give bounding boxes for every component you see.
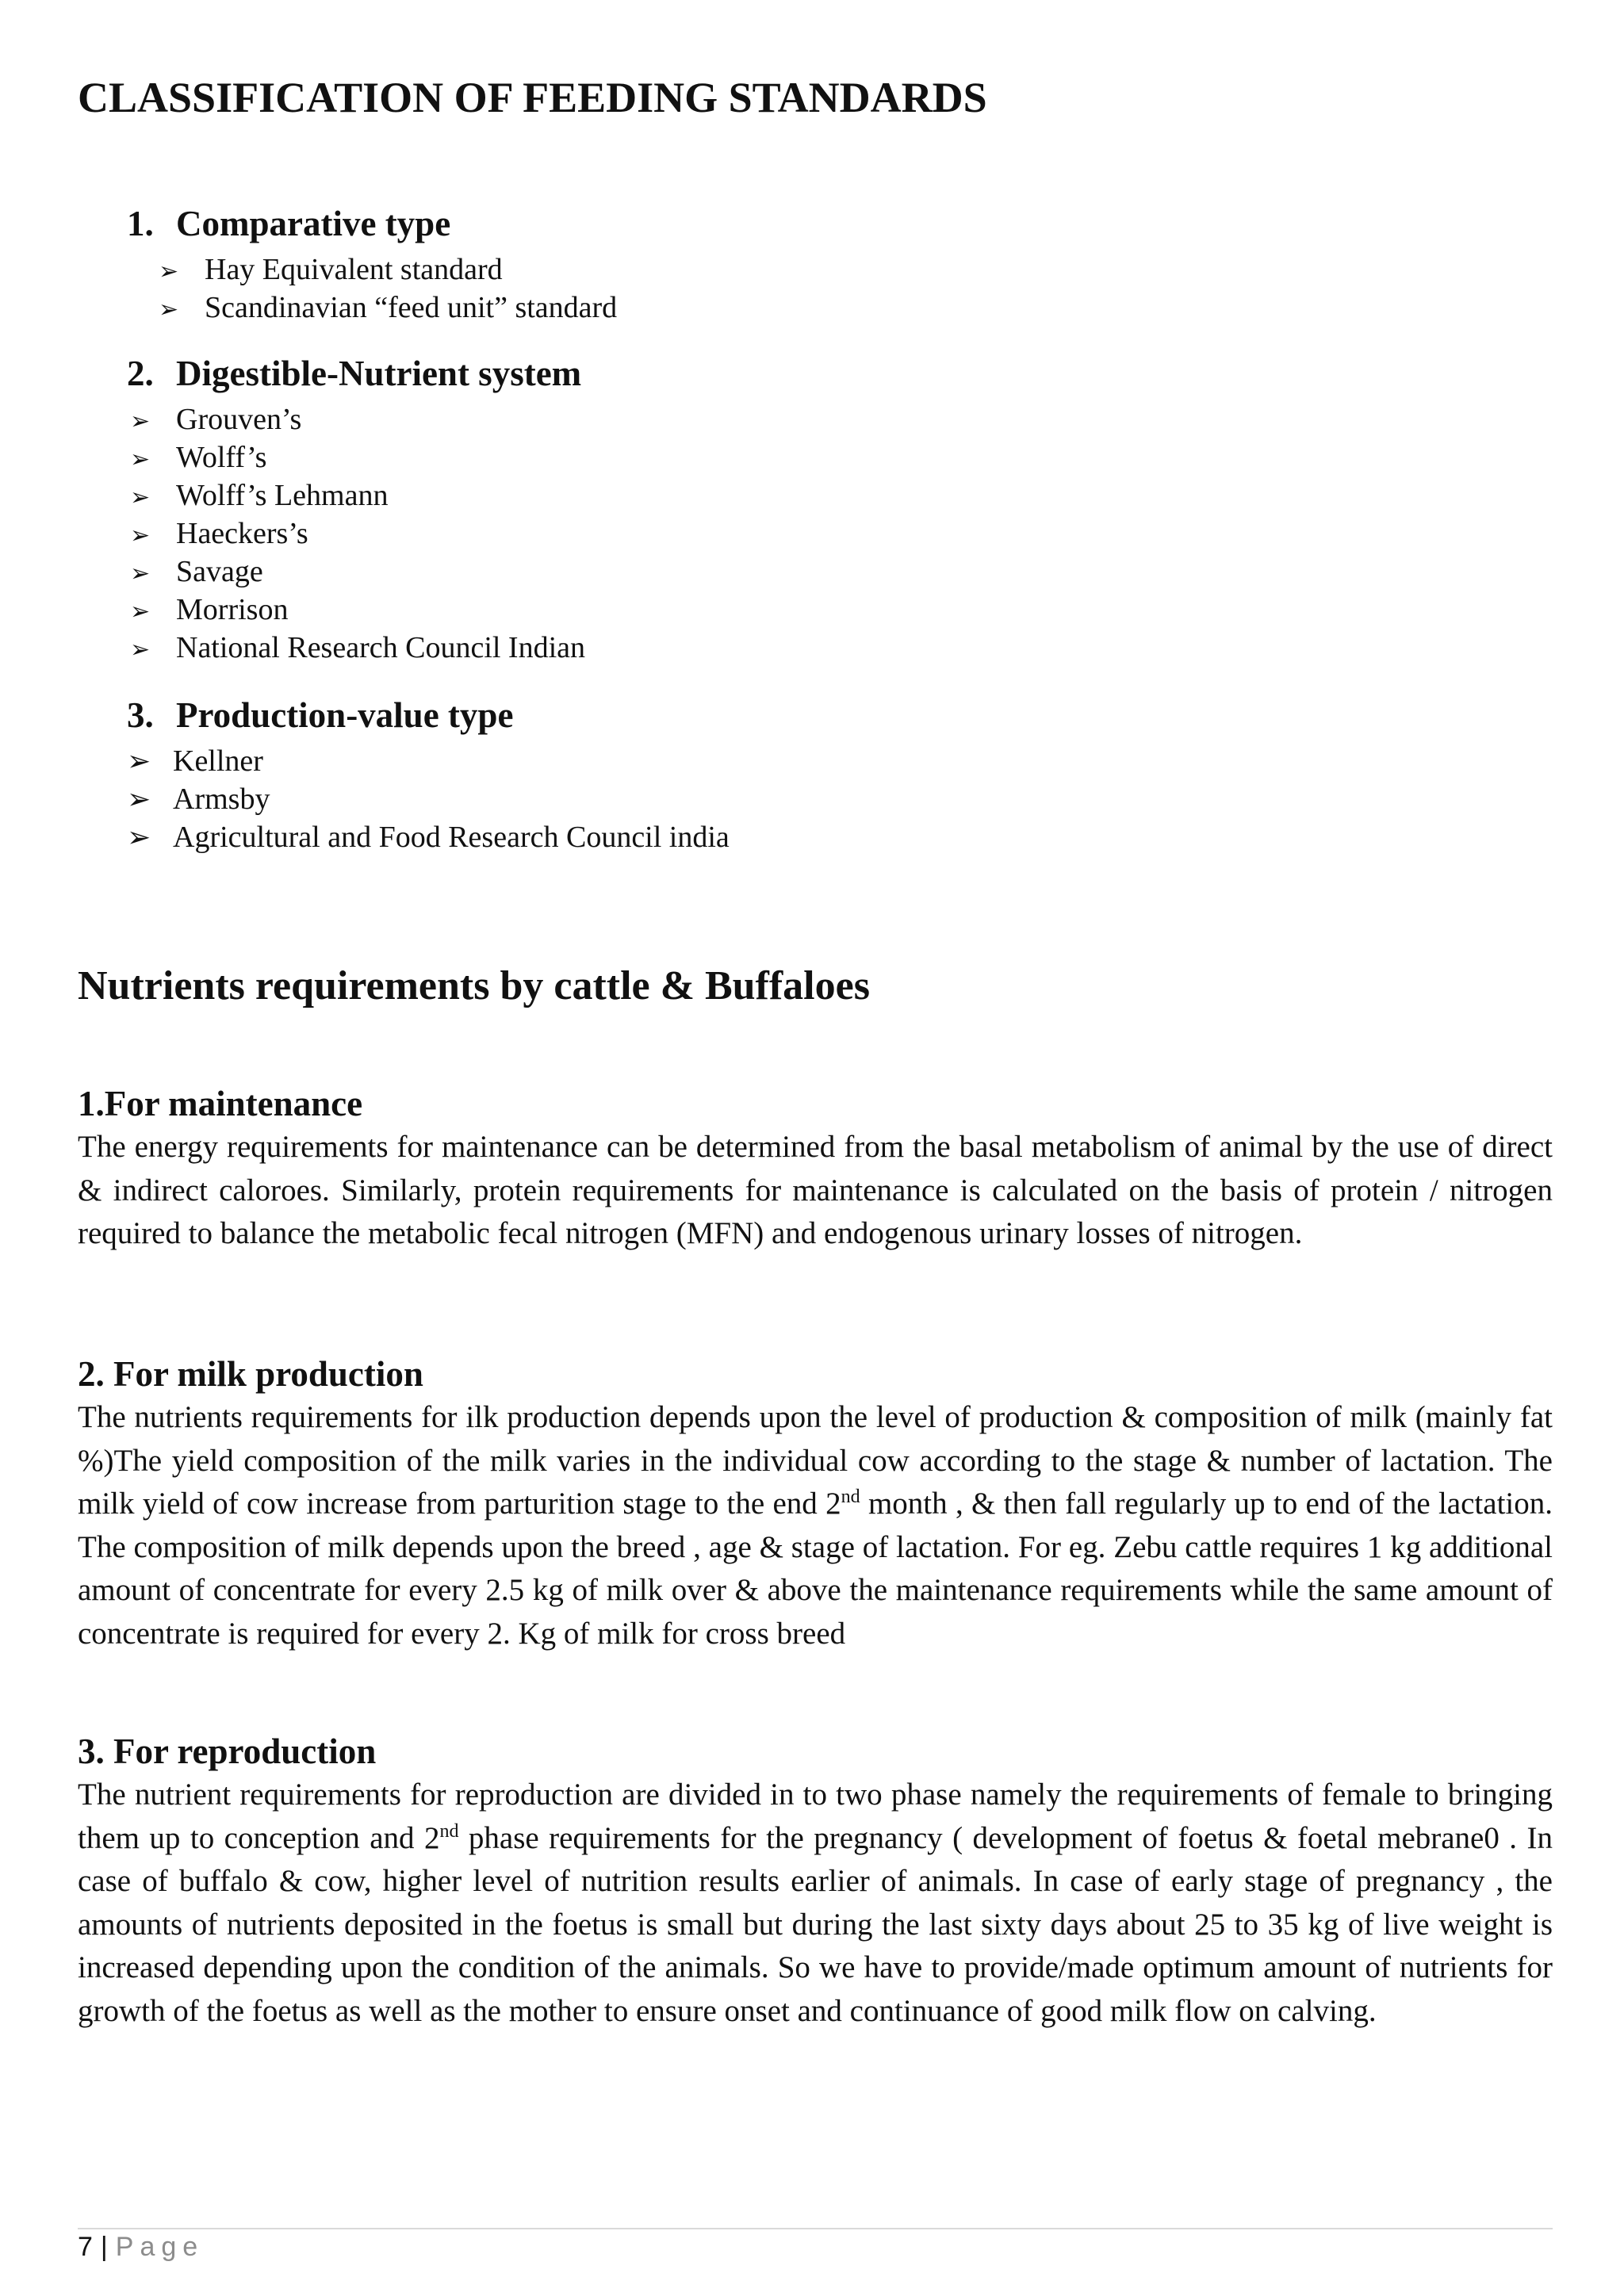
maintenance-paragraph: The energy requirements for maintenance can be determined from the basal metabolism of animal by the use of direct & indirect caloroes. Similarly, protein requirements for maintenance is calculated on the basis of protein / nitrogen required to balance the metabolic fecal nitrogen (MFN) and endogenous urinary losses of nitrogen.: [78, 1130, 1553, 1251]
arrowhead-icon: ➢: [130, 560, 151, 587]
arrowhead-icon: ➢: [130, 636, 151, 664]
list-item: ➢ Savage: [130, 553, 585, 591]
list-item: ➢ Grouven’s: [130, 400, 585, 438]
list-item: ➢ Agricultural and Food Research Council india: [127, 818, 730, 856]
classification-list-1: [159, 251, 617, 327]
page-label: Page: [115, 2232, 205, 2262]
footer-separator: |: [100, 2232, 108, 2262]
classification-list-3: [127, 742, 730, 856]
list-item: ➢ Morrison: [130, 591, 585, 629]
classification-list-2: [130, 400, 585, 667]
footer-divider: [78, 2228, 1553, 2229]
arrowhead-icon: ➢: [130, 484, 151, 511]
list-item: ➢ Wolff’s: [130, 438, 585, 476]
section-title: Nutrients requirements by cattle & Buffaloes: [78, 963, 870, 1008]
page-title: CLASSIFICATION OF FEEDING STANDARDS: [78, 74, 987, 121]
arrowhead-icon: ➢: [130, 408, 151, 435]
list-item: ➢ Wolff’s Lehmann: [130, 476, 585, 515]
arrowhead-icon: ➢: [159, 258, 179, 285]
arrowhead-icon: ➢: [127, 821, 151, 854]
page-footer: [78, 2232, 204, 2263]
list-item: ➢ National Research Council Indian: [130, 629, 585, 667]
reproduction-paragraph: The nutrient requirements for reproduction are divided in to two phase namely the requirements of female to bringing them up to conception and 2nd phase requirements for the pregnancy ( development of foetus & foetal mebrane0 . In case of buffalo & cow, higher level of nutrition results earlier of animals. In case of early stage of pregnancy , the amounts of nutrients deposited in the foetus is small but during the last sixty days about 25 to 35 kg of live weight is increased depending upon the condition of the animals. So we have to provide/made optimum amount of nutrients for growth of the foetus as well as the mother to ensure onset and continuance of good milk flow on calving.: [78, 1777, 1553, 2028]
list-item: ➢ Armsby: [127, 780, 730, 818]
maintenance-heading: 1.For maintenance: [78, 1084, 363, 1123]
arrowhead-icon: ➢: [130, 598, 151, 626]
list-item: ➢ Haeckers’s: [130, 515, 585, 553]
arrowhead-icon: ➢: [130, 446, 151, 473]
reproduction-heading: 3. For reproduction: [78, 1732, 377, 1771]
arrowhead-icon: ➢: [159, 296, 179, 323]
classification-heading-2: 2. Digestible-Nutrient system: [127, 354, 582, 393]
list-item: ➢ Hay Equivalent standard: [159, 251, 617, 289]
classification-heading-1: 1. Comparative type: [127, 204, 451, 243]
list-item: ➢ Kellner: [127, 742, 730, 780]
arrowhead-icon: ➢: [127, 745, 151, 778]
list-item: ➢ Scandinavian “feed unit” standard: [159, 289, 617, 327]
milk-production-paragraph: The nutrients requirements for ilk production depends upon the level of production & composition of milk (mainly fat %)The yield composition of the milk varies in the individual cow according to the stage & number of lactation. The milk yield of cow increase from parturition stage to the end 2nd month , & then fall regularly up to end of the lactation. The composition of milk depends upon the breed , age & stage of lactation. For eg. Zebu cattle requires 1 kg additional amount of concentrate for every 2.5 kg of milk over & above the maintenance requirements while the same amount of concentrate is required for every 2. Kg of milk for cross breed: [78, 1400, 1553, 1651]
milk-production-heading: 2. For milk production: [78, 1354, 423, 1394]
arrowhead-icon: ➢: [130, 522, 151, 549]
arrowhead-icon: ➢: [127, 783, 151, 816]
classification-heading-3: 3. Production-value type: [127, 695, 514, 735]
page-number: 7: [78, 2232, 93, 2262]
